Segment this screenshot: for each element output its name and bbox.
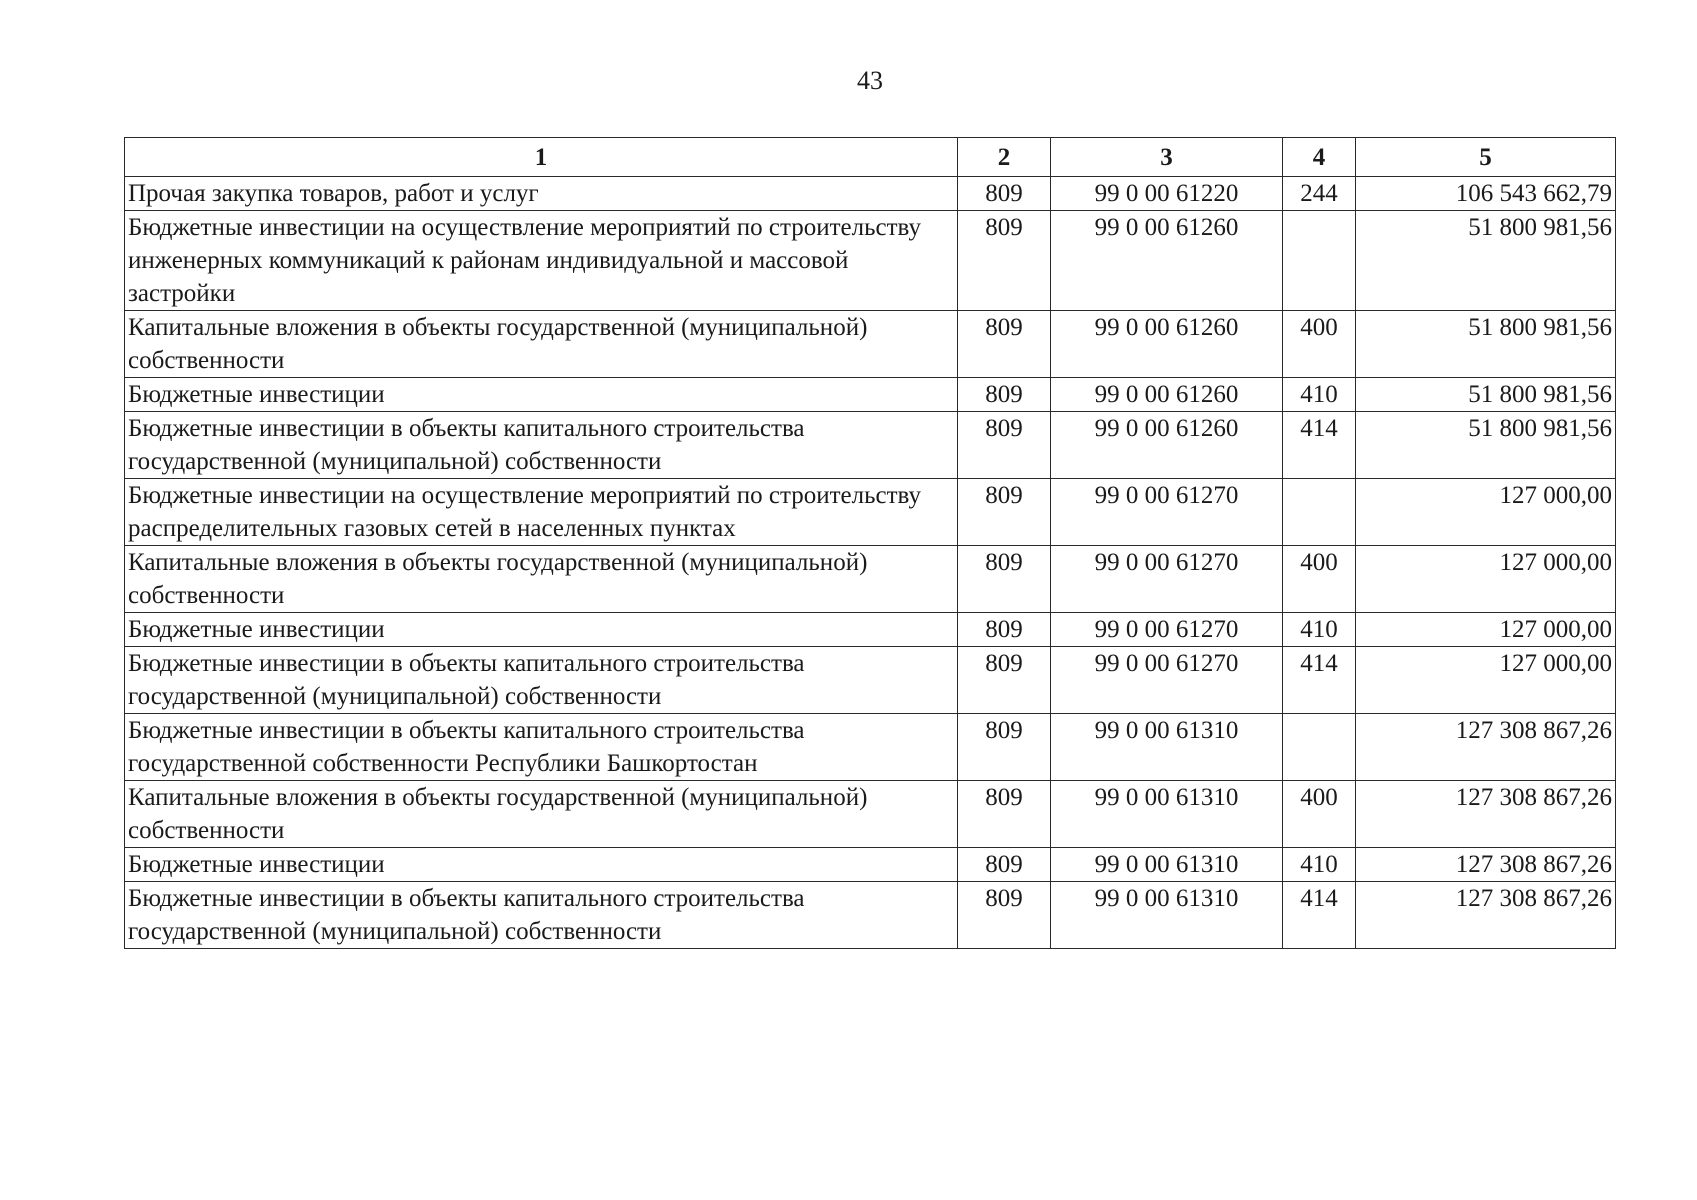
row-name: Бюджетные инвестиции в объекты капитального строительства государственной (муниципальной) собственности <box>125 647 958 714</box>
row-amount: 127 308 867,26 <box>1356 714 1616 781</box>
row-target-code: 99 0 00 61270 <box>1051 479 1283 546</box>
table-row <box>125 479 1616 546</box>
header-col-2: 2 <box>958 138 1051 177</box>
row-type-code: 414 <box>1283 882 1356 949</box>
budget-table <box>124 137 1616 949</box>
row-target-code: 99 0 00 61310 <box>1051 882 1283 949</box>
row-amount: 51 800 981,56 <box>1356 412 1616 479</box>
row-amount: 51 800 981,56 <box>1356 211 1616 311</box>
page-number: 43 <box>857 66 883 95</box>
row-amount: 51 800 981,56 <box>1356 311 1616 378</box>
table-row <box>125 647 1616 714</box>
row-name: Бюджетные инвестиции в объекты капитального строительства государственной собственности Республики Башкортостан <box>125 714 958 781</box>
row-type-code: 244 <box>1283 177 1356 211</box>
table-row <box>125 882 1616 949</box>
row-name: Бюджетные инвестиции <box>125 613 958 647</box>
table-row <box>125 311 1616 378</box>
row-amount: 127 308 867,26 <box>1356 781 1616 848</box>
row-type-code: 410 <box>1283 848 1356 882</box>
row-name: Капитальные вложения в объекты государственной (муниципальной) собственности <box>125 546 958 613</box>
row-name: Капитальные вложения в объекты государственной (муниципальной) собственности <box>125 781 958 848</box>
row-target-code: 99 0 00 61260 <box>1051 412 1283 479</box>
header-col-3: 3 <box>1051 138 1283 177</box>
row-target-code: 99 0 00 61270 <box>1051 647 1283 714</box>
row-ministry-code: 809 <box>958 882 1051 949</box>
row-ministry-code: 809 <box>958 613 1051 647</box>
row-ministry-code: 809 <box>958 479 1051 546</box>
header-col-5: 5 <box>1356 138 1616 177</box>
row-type-code: 410 <box>1283 613 1356 647</box>
row-amount: 127 000,00 <box>1356 479 1616 546</box>
header-col-1: 1 <box>125 138 958 177</box>
row-target-code: 99 0 00 61220 <box>1051 177 1283 211</box>
row-type-code <box>1283 211 1356 311</box>
row-amount: 127 308 867,26 <box>1356 882 1616 949</box>
row-ministry-code: 809 <box>958 546 1051 613</box>
table-row <box>125 177 1616 211</box>
row-amount: 127 000,00 <box>1356 647 1616 714</box>
row-target-code: 99 0 00 61310 <box>1051 781 1283 848</box>
row-ministry-code: 809 <box>958 378 1051 412</box>
row-amount: 106 543 662,79 <box>1356 177 1616 211</box>
table-row <box>125 378 1616 412</box>
row-target-code: 99 0 00 61260 <box>1051 311 1283 378</box>
row-name: Бюджетные инвестиции на осуществление мероприятий по строительству инженерных коммуникаций к районам индивидуальной и массовой застройки <box>125 211 958 311</box>
table-row <box>125 848 1616 882</box>
row-name: Бюджетные инвестиции на осуществление мероприятий по строительству распределительных газовых сетей в населенных пунктах <box>125 479 958 546</box>
row-ministry-code: 809 <box>958 647 1051 714</box>
row-name: Бюджетные инвестиции в объекты капитального строительства государственной (муниципальной) собственности <box>125 882 958 949</box>
row-target-code: 99 0 00 61270 <box>1051 546 1283 613</box>
row-type-code: 400 <box>1283 781 1356 848</box>
table-row <box>125 211 1616 311</box>
table-row <box>125 546 1616 613</box>
row-name: Бюджетные инвестиции <box>125 378 958 412</box>
row-name: Бюджетные инвестиции <box>125 848 958 882</box>
row-type-code: 400 <box>1283 311 1356 378</box>
row-ministry-code: 809 <box>958 848 1051 882</box>
row-target-code: 99 0 00 61260 <box>1051 378 1283 412</box>
row-name: Прочая закупка товаров, работ и услуг <box>125 177 958 211</box>
row-type-code <box>1283 479 1356 546</box>
row-type-code <box>1283 714 1356 781</box>
row-amount: 127 308 867,26 <box>1356 848 1616 882</box>
table-row <box>125 412 1616 479</box>
row-type-code: 400 <box>1283 546 1356 613</box>
row-ministry-code: 809 <box>958 177 1051 211</box>
table-row <box>125 781 1616 848</box>
row-target-code: 99 0 00 61310 <box>1051 848 1283 882</box>
row-amount: 127 000,00 <box>1356 613 1616 647</box>
row-type-code: 410 <box>1283 378 1356 412</box>
row-amount: 127 000,00 <box>1356 546 1616 613</box>
row-type-code: 414 <box>1283 412 1356 479</box>
row-type-code: 414 <box>1283 647 1356 714</box>
row-target-code: 99 0 00 61270 <box>1051 613 1283 647</box>
row-ministry-code: 809 <box>958 211 1051 311</box>
row-name: Бюджетные инвестиции в объекты капитального строительства государственной (муниципальной) собственности <box>125 412 958 479</box>
row-target-code: 99 0 00 61310 <box>1051 714 1283 781</box>
row-ministry-code: 809 <box>958 412 1051 479</box>
table-header-row <box>125 138 1616 177</box>
row-ministry-code: 809 <box>958 781 1051 848</box>
row-ministry-code: 809 <box>958 714 1051 781</box>
row-ministry-code: 809 <box>958 311 1051 378</box>
row-name: Капитальные вложения в объекты государственной (муниципальной) собственности <box>125 311 958 378</box>
table-row <box>125 714 1616 781</box>
table-row <box>125 613 1616 647</box>
row-amount: 51 800 981,56 <box>1356 378 1616 412</box>
header-col-4: 4 <box>1283 138 1356 177</box>
row-target-code: 99 0 00 61260 <box>1051 211 1283 311</box>
